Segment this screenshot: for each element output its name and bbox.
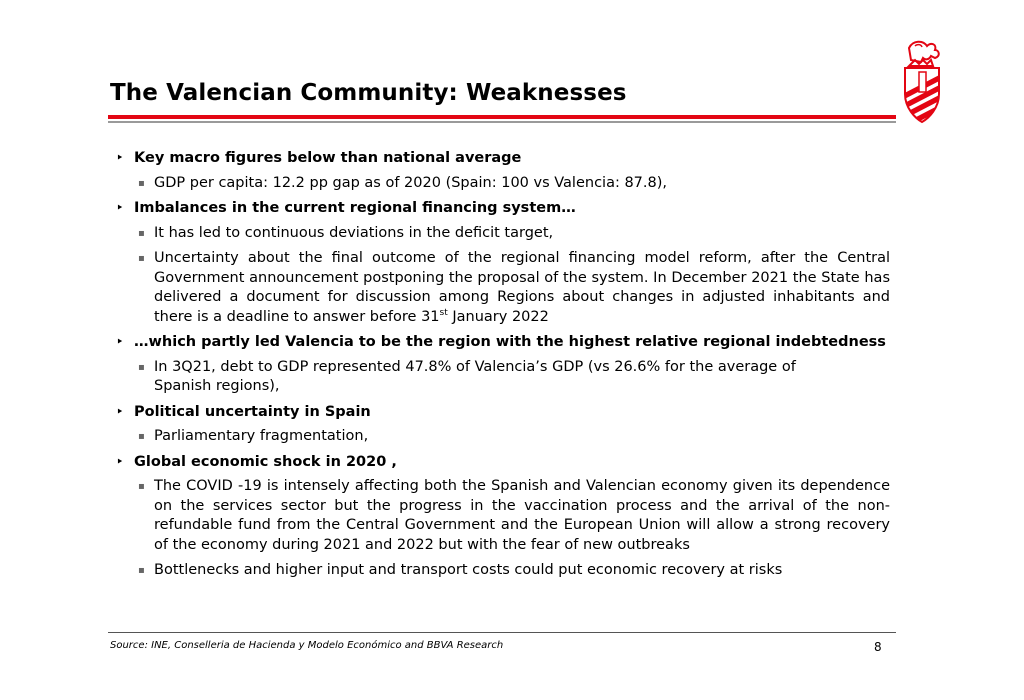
source-note: Source: INE, Conselleria de Hacienda y Modelo Económico and BBVA Research <box>110 640 504 651</box>
title-underline-red <box>108 115 896 119</box>
list-item: ▪ It has led to continuous deviations in the deficit target, <box>138 224 890 244</box>
slide-body <box>116 149 890 587</box>
list-item: ▪ Parliamentary fragmentation, <box>138 427 890 447</box>
square-bullet-icon: ▪ <box>138 227 145 239</box>
section-heading: ‣ Global economic shock in 2020 , <box>116 453 890 473</box>
square-bullet-icon: ▪ <box>138 177 145 189</box>
slide-title: The Valencian Community: Weaknesses <box>110 80 627 106</box>
section-heading: ‣ …which partly led Valencia to be the region with the highest relative regional indebtedness <box>116 333 890 353</box>
page-number: 8 <box>874 640 882 654</box>
square-bullet-icon: ▪ <box>138 565 145 576</box>
arrow-bullet-icon: ‣ <box>116 335 124 350</box>
list-item: ▪ Bottlenecks and higher input and transport costs could put economic recovery at risks <box>138 561 890 581</box>
arrow-bullet-icon: ‣ <box>116 454 124 470</box>
list-item: ▪ Uncertainty about the final outcome of the regional financing model reform, after the Central Government announcement postponing the proposal of the system. In December 2021 the State has delivered a document for discussion among Regions about changes in adjusted inhabitants and there is a deadline to answer before 31st January 2022 <box>138 250 890 325</box>
square-bullet-icon: ▪ <box>138 431 145 442</box>
arrow-bullet-icon: ‣ <box>116 201 124 216</box>
square-bullet-icon: ▪ <box>138 481 145 492</box>
square-bullet-icon: ▪ <box>138 361 145 373</box>
list-item: ▪ In 3Q21, debt to GDP represented 47.8% of Valencia’s GDP (vs 26.6% for the average of Spanish regions), <box>138 358 796 394</box>
generalitat-valenciana-emblem-icon <box>895 38 951 124</box>
arrow-bullet-icon: ‣ <box>116 404 124 420</box>
section-heading: ‣ Imbalances in the current regional financing system… <box>116 199 890 219</box>
footer-divider <box>108 632 896 633</box>
square-bullet-icon: ▪ <box>138 253 145 264</box>
arrow-bullet-icon: ‣ <box>116 151 124 166</box>
section-heading: ‣ Political uncertainty in Spain <box>116 403 890 423</box>
title-underline-gray <box>108 121 896 123</box>
section-heading: ‣ Key macro figures below than national average <box>116 149 890 169</box>
list-item: ▪ GDP per capita: 12.2 pp gap as of 2020 (Spain: 100 vs Valencia: 87.8), <box>138 174 890 194</box>
list-item: ▪ The COVID -19 is intensely affecting both the Spanish and Valencian economy given its dependence on the services sector but the progress in the vaccination process and the arrival of the non-refundable fund from the Central Government and the European Union will allow a strong recovery of the economy during 2021 and 2022 but with the fear of new outbreaks <box>138 478 890 553</box>
